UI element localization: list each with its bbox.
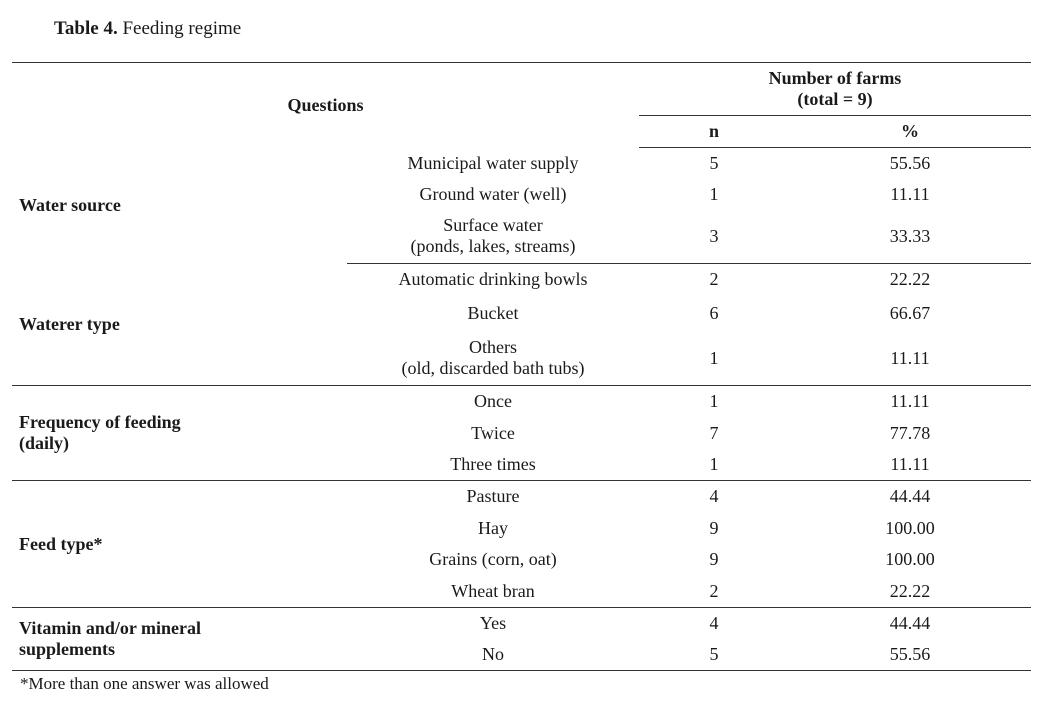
- percent-cell: 100.00: [885, 549, 935, 569]
- percent-cell: 44.44: [889, 612, 931, 633]
- option-cell: [347, 210, 639, 264]
- category-cell: [12, 264, 347, 386]
- header-questions: Questions: [287, 94, 364, 115]
- caption-label: Table 4.: [54, 18, 118, 39]
- n-cell: 2: [709, 269, 719, 290]
- option-cell: Three times: [347, 450, 639, 481]
- option-line-2: (old, discarded bath tubs): [401, 358, 585, 379]
- category-label: Frequency of feeding: [19, 412, 181, 432]
- n-cell: 4: [709, 486, 719, 507]
- option-cell: Bucket: [467, 303, 519, 323]
- category-label: Water source: [19, 195, 121, 215]
- group-waterer-type: [12, 264, 1031, 386]
- option-cell: Yes: [479, 612, 507, 633]
- category-label: Waterer type: [19, 313, 120, 334]
- table-row: [12, 148, 1031, 179]
- option-cell: Wheat bran: [347, 576, 639, 608]
- percent-cell: 11.11: [789, 332, 1031, 386]
- n-cell: 1: [639, 332, 789, 386]
- table-row: [12, 386, 1031, 418]
- header-number-of-farms-label: Number of farms: [768, 68, 902, 88]
- option-cell: Twice: [471, 423, 515, 443]
- category-label-line-2: supplements: [19, 639, 116, 659]
- option-cell: Pasture: [466, 486, 520, 507]
- header-n: n: [639, 116, 789, 148]
- option-cell: Automatic drinking bowls: [398, 269, 588, 290]
- category-label-line-2: (daily): [19, 433, 70, 453]
- n-cell: 4: [709, 612, 719, 633]
- n-cell: 9: [709, 549, 719, 569]
- header-number-of-farms: [639, 63, 1031, 116]
- option-cell: Once: [474, 391, 512, 412]
- table-caption: [54, 17, 241, 41]
- percent-cell: 11.11: [890, 391, 930, 412]
- n-cell: 9: [709, 517, 719, 538]
- option-cell: Municipal water supply: [407, 152, 579, 173]
- table-row: [12, 608, 1031, 639]
- option-line-1: Others: [469, 337, 517, 358]
- n-cell: 3: [639, 210, 789, 264]
- header-percent: %: [789, 116, 1031, 148]
- group-frequency-of-feeding: [12, 386, 1031, 481]
- percent-cell: 66.67: [889, 303, 931, 323]
- n-cell: 7: [709, 423, 719, 443]
- caption-title: Feeding regime: [117, 18, 242, 39]
- n-cell: 5: [709, 643, 719, 664]
- option-cell: Hay: [478, 517, 508, 538]
- header-total: (total = 9): [797, 89, 873, 109]
- category-cell: [12, 148, 347, 264]
- percent-cell: 100.00: [885, 517, 935, 538]
- n-cell: 6: [709, 303, 719, 323]
- n-cell: 1: [709, 183, 719, 204]
- group-vitamin-mineral-supplements: [12, 608, 1031, 671]
- n-cell: 1: [709, 391, 719, 412]
- category-cell: [12, 386, 347, 481]
- option-cell: No: [482, 643, 504, 664]
- table-footnote: *More than one answer was allowed: [20, 674, 269, 693]
- option-line-2: (ponds, lakes, streams): [410, 236, 576, 257]
- category-label: Feed type*: [19, 533, 103, 554]
- option-cell: Ground water (well): [419, 183, 567, 204]
- option-cell: Grains (corn, oat): [429, 549, 557, 569]
- option-cell: [347, 332, 639, 386]
- percent-cell: 55.56: [889, 152, 931, 173]
- percent-cell: 22.22: [789, 576, 1031, 608]
- table-row: [12, 264, 1031, 296]
- group-feed-type: [12, 481, 1031, 608]
- percent-cell: 44.44: [889, 486, 931, 507]
- table-header: [12, 63, 1031, 148]
- option-line-1: Surface water: [443, 215, 543, 236]
- percent-cell: 22.22: [889, 269, 931, 290]
- category-cell: [12, 481, 347, 608]
- n-cell: 5: [709, 152, 719, 173]
- n-cell: 2: [639, 576, 789, 608]
- percent-cell: 33.33: [789, 210, 1031, 264]
- n-cell: 1: [639, 450, 789, 481]
- percent-cell: 11.11: [890, 183, 930, 204]
- group-water-source: [12, 148, 1031, 264]
- feeding-regime-table: [12, 62, 1031, 671]
- percent-cell: 11.11: [789, 450, 1031, 481]
- table-row: [12, 481, 1031, 513]
- percent-cell: 77.78: [889, 423, 931, 443]
- category-label: Vitamin and/or mineral: [19, 618, 202, 638]
- category-cell: [12, 608, 347, 671]
- percent-cell: 55.56: [889, 643, 931, 664]
